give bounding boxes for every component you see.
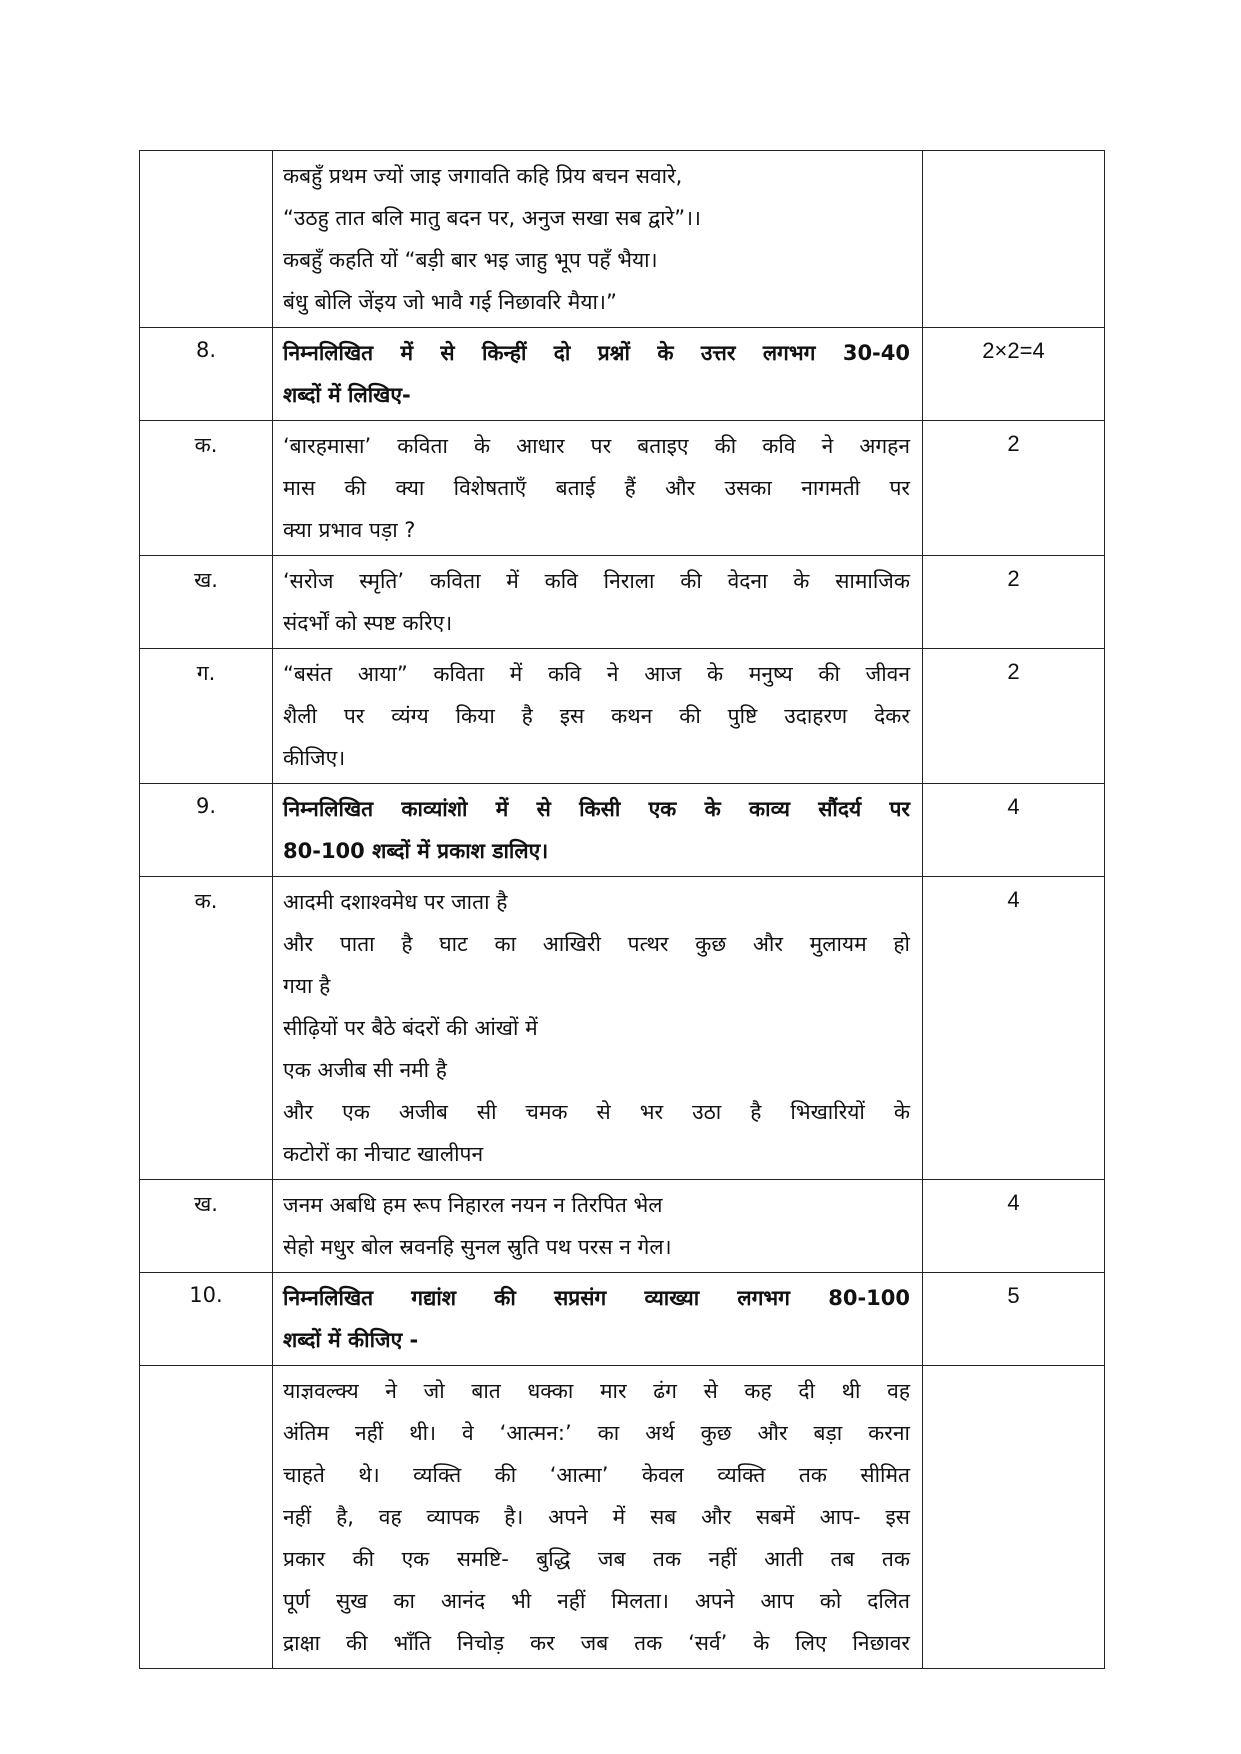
text-line: गया है	[283, 974, 331, 998]
question-text	[273, 649, 923, 784]
question-text	[273, 328, 923, 421]
marks-cell	[923, 1366, 1105, 1669]
question-number: क.	[140, 877, 273, 1180]
text-line: कीजिए।	[283, 746, 346, 770]
text-line: ‘बारहमासा’ कविता के आधार पर बताइए की कवि ने अगहन	[283, 434, 910, 458]
question-text	[273, 1273, 923, 1366]
text-line: याज्ञवल्क्य ने जो बात धक्का मार ढंग से कह दी थी वह	[283, 1379, 910, 1403]
table-row	[140, 784, 1105, 877]
question-number: 8.	[140, 328, 273, 421]
table-row	[140, 649, 1105, 784]
table-row	[140, 556, 1105, 649]
text-line: शब्दों में कीजिए -	[283, 1328, 419, 1352]
text-line: संदर्भों को स्पष्ट करिए।	[283, 611, 453, 635]
table-row	[140, 1366, 1105, 1669]
question-text	[273, 1366, 923, 1669]
question-table-body	[140, 151, 1105, 1669]
text-line: कबहुँ प्रथम ज्यों जाइ जगावति कहि प्रिय बचन सवारे,	[283, 164, 683, 188]
text-line: बंधु बोलि जेंइय जो भावै गई निछावरि मैया।”	[283, 290, 617, 314]
question-table	[139, 150, 1105, 1669]
text-line: कटोरों का नीचाट खालीपन	[283, 1142, 484, 1166]
text-line: शैली पर व्यंग्य किया है इस कथन की पुष्टि उदाहरण देकर	[283, 704, 910, 728]
question-text	[273, 556, 923, 649]
text-line: कबहुँ कहति यों “बड़ी बार भइ जाहु भूप पहँ भैया।	[283, 248, 658, 272]
text-line: “उठहु तात बलि मातु बदन पर, अनुज सखा सब द्वारे”।।	[283, 206, 702, 230]
question-number: ख.	[140, 556, 273, 649]
table-row	[140, 877, 1105, 1180]
question-text	[273, 1180, 923, 1273]
question-text	[273, 877, 923, 1180]
marks-cell: 2	[923, 649, 1105, 784]
question-number: 10.	[140, 1273, 273, 1366]
text-line: ‘सरोज स्मृति’ कविता में कवि निराला की वेदना के सामाजिक	[283, 569, 910, 593]
text-line: मास की क्या विशेषताएँ बताई हैं और उसका नागमती पर	[283, 476, 910, 500]
table-row	[140, 421, 1105, 556]
text-line: प्रकार की एक समष्टि- बुद्धि जब तक नहीं आती तब तक	[283, 1547, 910, 1571]
question-text	[273, 421, 923, 556]
text-line: अंतिम नहीं थी। वे ‘आत्मन:’ का अर्थ कुछ और बड़ा करना	[283, 1421, 910, 1445]
marks-cell: 5	[923, 1273, 1105, 1366]
text-line: जनम अबधि हम रूप निहारल नयन न तिरपित भेल	[283, 1193, 663, 1217]
table-row	[140, 151, 1105, 328]
text-line: क्या प्रभाव पड़ा ?	[283, 518, 416, 542]
question-number: ग.	[140, 649, 273, 784]
marks-cell	[923, 151, 1105, 328]
table-row	[140, 1180, 1105, 1273]
text-line: निम्नलिखित गद्यांश की सप्रसंग व्याख्या लगभग 80-100	[283, 1286, 910, 1310]
marks-cell: 2	[923, 556, 1105, 649]
marks-cell: 2	[923, 421, 1105, 556]
text-line: निम्नलिखित में से किन्हीं दो प्रश्नों के उत्तर लगभग 30-40	[283, 341, 910, 365]
text-line: और पाता है घाट का आखिरी पत्थर कुछ और मुलायम हो	[283, 932, 910, 956]
text-line: चाहते थे। व्यक्ति की ‘आत्मा’ केवल व्यक्ति तक सीमित	[283, 1463, 910, 1487]
question-number	[140, 151, 273, 328]
question-number: ख.	[140, 1180, 273, 1273]
table-row	[140, 328, 1105, 421]
text-line: 80-100 शब्दों में प्रकाश डालिए।	[283, 839, 549, 863]
marks-cell: 2×2=4	[923, 328, 1105, 421]
marks-cell: 4	[923, 784, 1105, 877]
text-line: नहीं है, वह व्यापक है। अपने में सब और सबमें आप- इस	[283, 1505, 910, 1529]
text-line: एक अजीब सी नमी है	[283, 1058, 447, 1082]
marks-cell: 4	[923, 1180, 1105, 1273]
question-text	[273, 151, 923, 328]
text-line: शब्दों में लिखिए-	[283, 383, 411, 407]
table-row	[140, 1273, 1105, 1366]
question-text	[273, 784, 923, 877]
question-number: क.	[140, 421, 273, 556]
text-line: आदमी दशाश्वमेध पर जाता है	[283, 890, 508, 914]
question-number	[140, 1366, 273, 1669]
text-line: और एक अजीब सी चमक से भर उठा है भिखारियों के	[283, 1100, 910, 1124]
marks-cell: 4	[923, 877, 1105, 1180]
text-line: सीढ़ियों पर बैठे बंदरों की आंखों में	[283, 1016, 538, 1040]
text-line: सेहो मधुर बोल स्रवनहि सुनल स्रुति पथ परस न गेल।	[283, 1235, 672, 1259]
text-line: निम्नलिखित काव्यांशो में से किसी एक के काव्य सौंदर्य पर	[283, 797, 910, 821]
text-line: द्राक्षा की भाँति निचोड़ कर जब तक ‘सर्व’ के लिए निछावर	[283, 1631, 910, 1655]
text-line: “बसंत आया” कविता में कवि ने आज के मनुष्य की जीवन	[283, 662, 910, 686]
text-line: पूर्ण सुख का आनंद भी नहीं मिलता। अपने आप को दलित	[283, 1589, 910, 1613]
question-number: 9.	[140, 784, 273, 877]
